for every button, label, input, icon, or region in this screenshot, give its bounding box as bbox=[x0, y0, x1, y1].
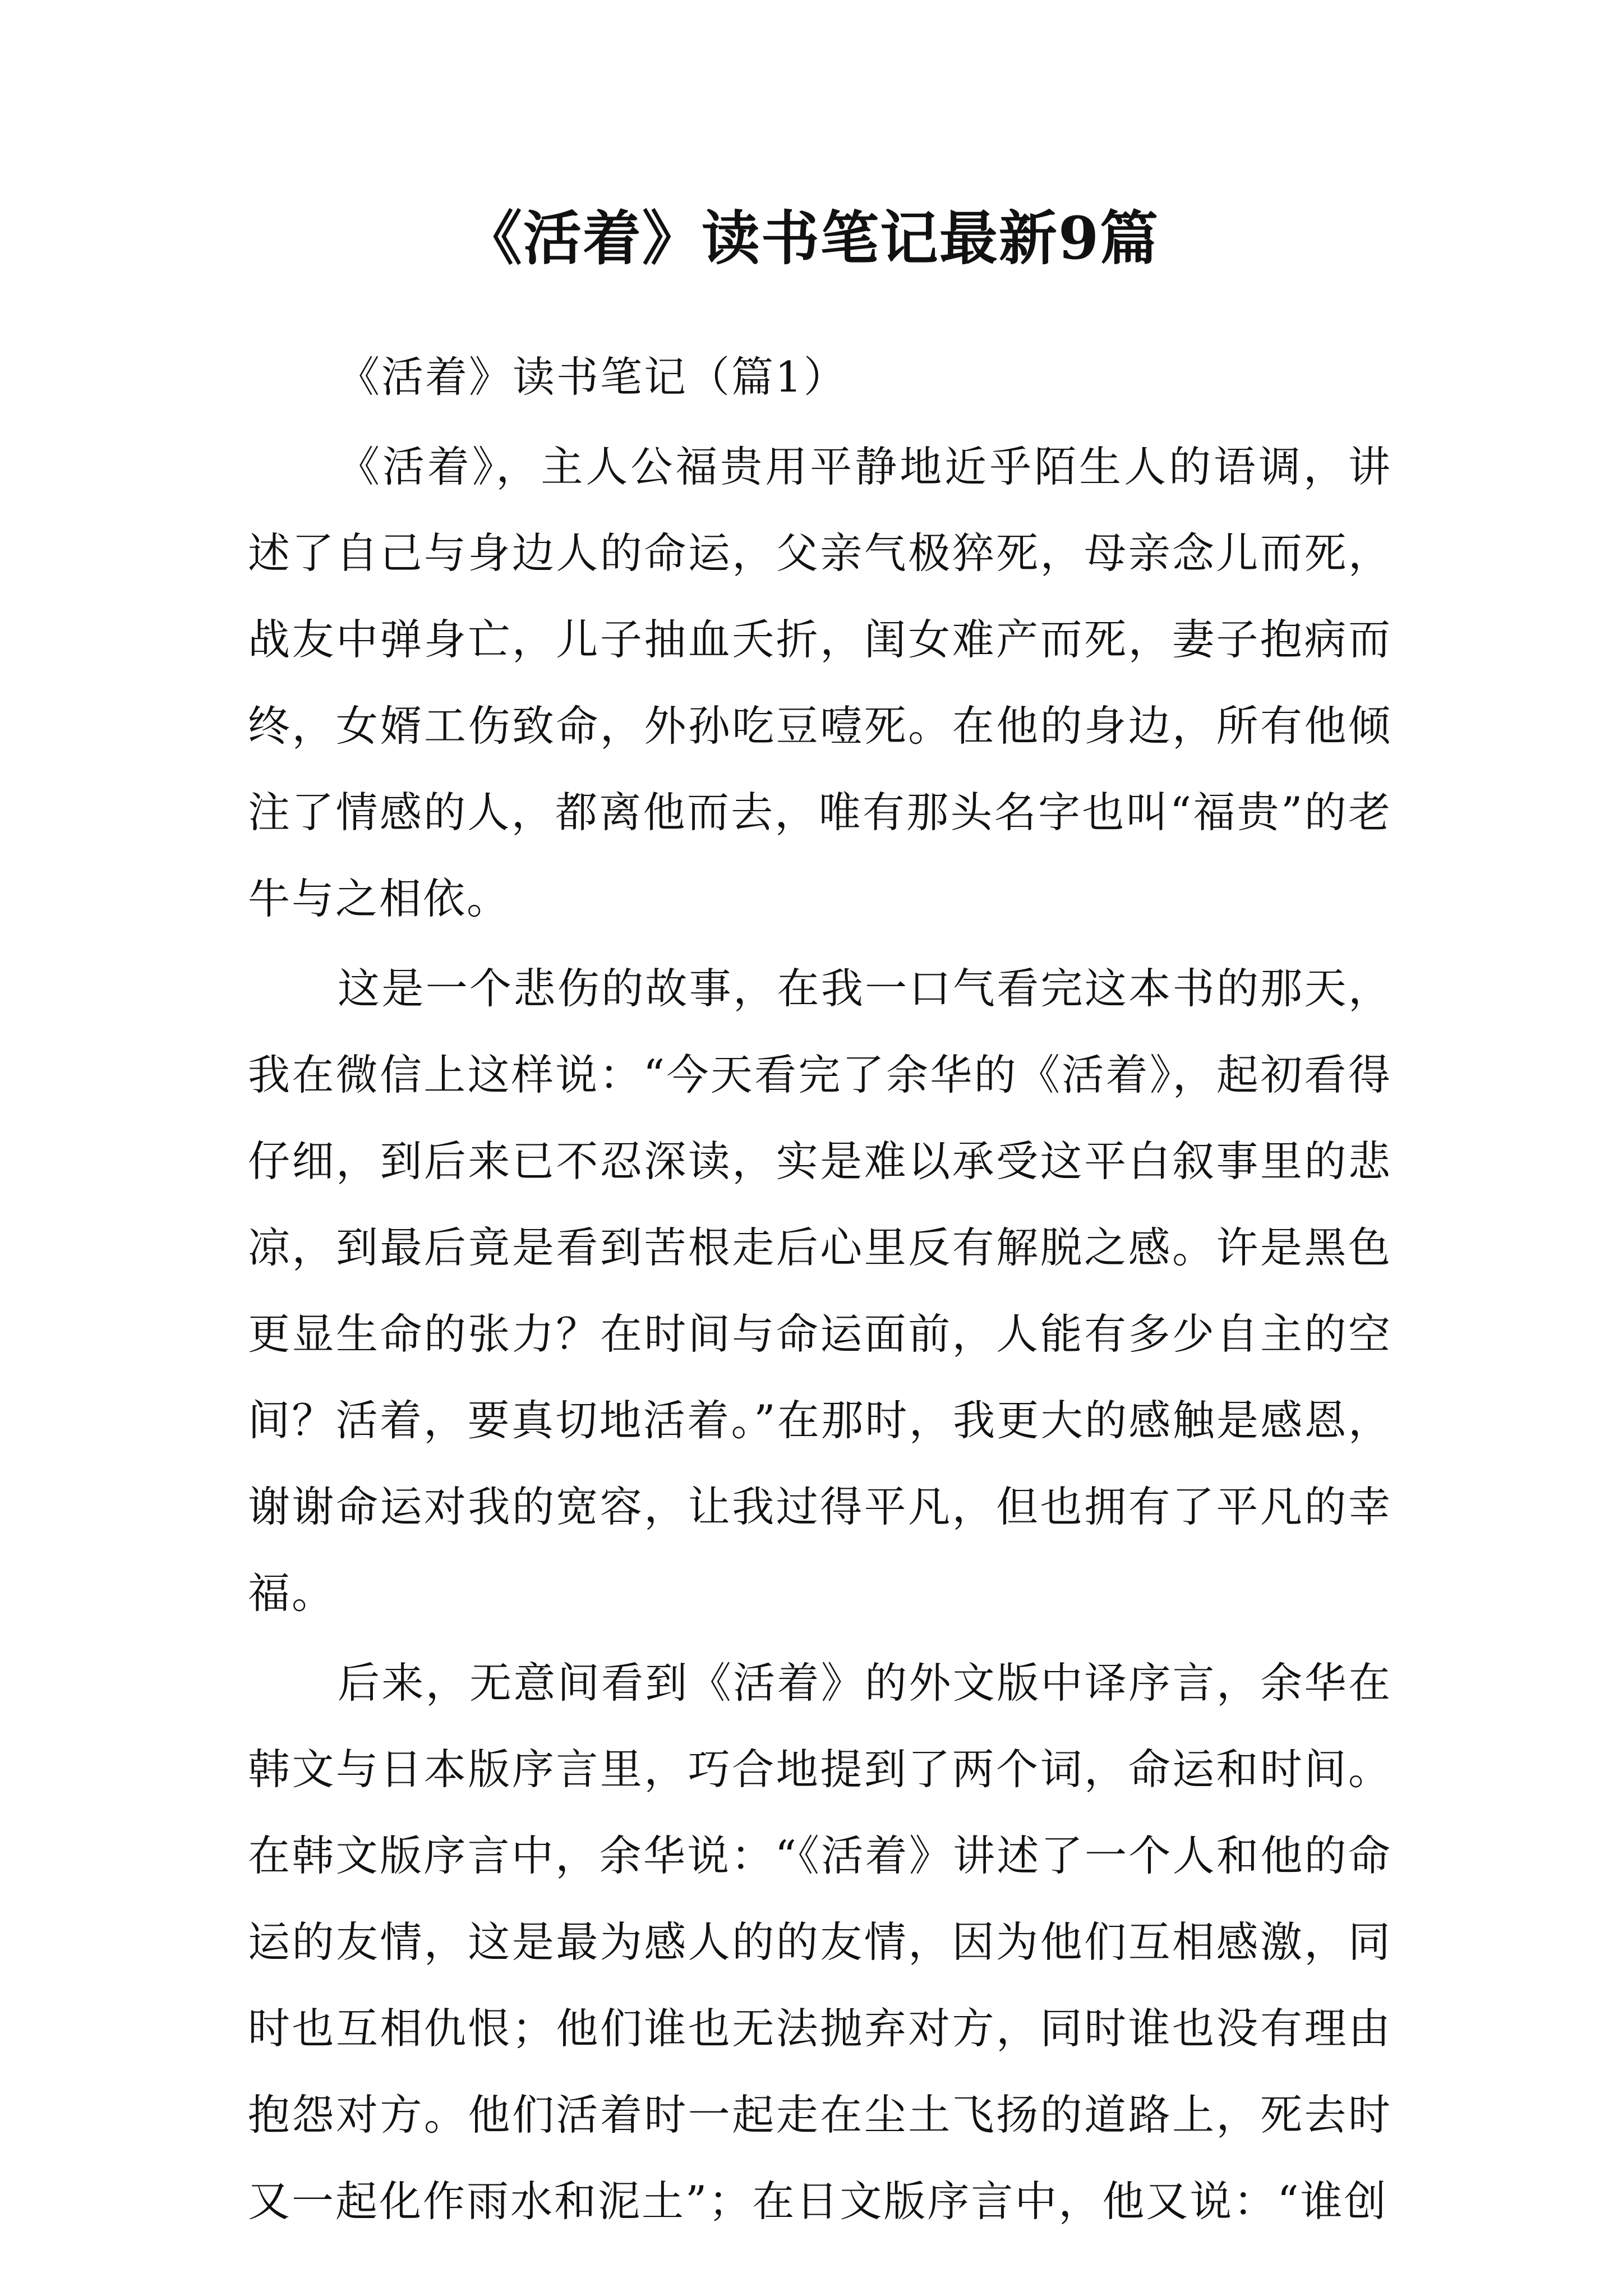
paragraph-3: 后来，无意间看到《活着》的外文版中译序言，余华在韩文与日本版序言里，巧合地提到了两个词，命运和时间。在韩文版序言中，余华说：“《活着》讲述了一个人和他的命运的友情，这是最为感人的的友情，因为他们互相感激，同时也互相仇恨；他们谁也无法抛弃对方，同时谁也没有理由抱怨对方。他们活着时一起走在尘土飞扬的道路上，死去时又一起化作雨水和泥土”；在日文版序言中，他又说：“谁创 bbox=[248, 1658, 1392, 2226]
section-heading: 《活着》读书笔记（篇1） bbox=[338, 352, 847, 402]
document-title: 《活着》读书笔记最新9篇 bbox=[463, 204, 1160, 273]
paragraph-2: 这是一个悲伤的故事，在我一口气看完这本书的那天，我在微信上这样说：“今天看完了余华的《活着》，起初看得仔细，到后来已不忍深读，实是难以承受这平白叙事里的悲凉，到最后竟是看到苦根走后心里反有解脱之感。许是黑色更显生命的张力？在时间与命运面前，人能有多少自主的空间？活着，要真切地活着。”在那时，我更大的感触是感恩，谢谢命运对我的宽容，让我过得平凡，但也拥有了平凡的幸福。 bbox=[248, 964, 1392, 1618]
document-body bbox=[248, 334, 1392, 2248]
paragraph-1: 《活着》，主人公福贵用平静地近乎陌生人的语调，讲述了自己与身边人的命运，父亲气极猝死，母亲念儿而死，战友中弹身亡，儿子抽血夭折，闺女难产而死，妻子抱病而终，女婿工伤致命，外孙吃豆噎死。在他的身边，所有他倾注了情感的人，都离他而去，唯有那头名字也叫“福贵”的老牛与之相依。 bbox=[248, 442, 1392, 923]
